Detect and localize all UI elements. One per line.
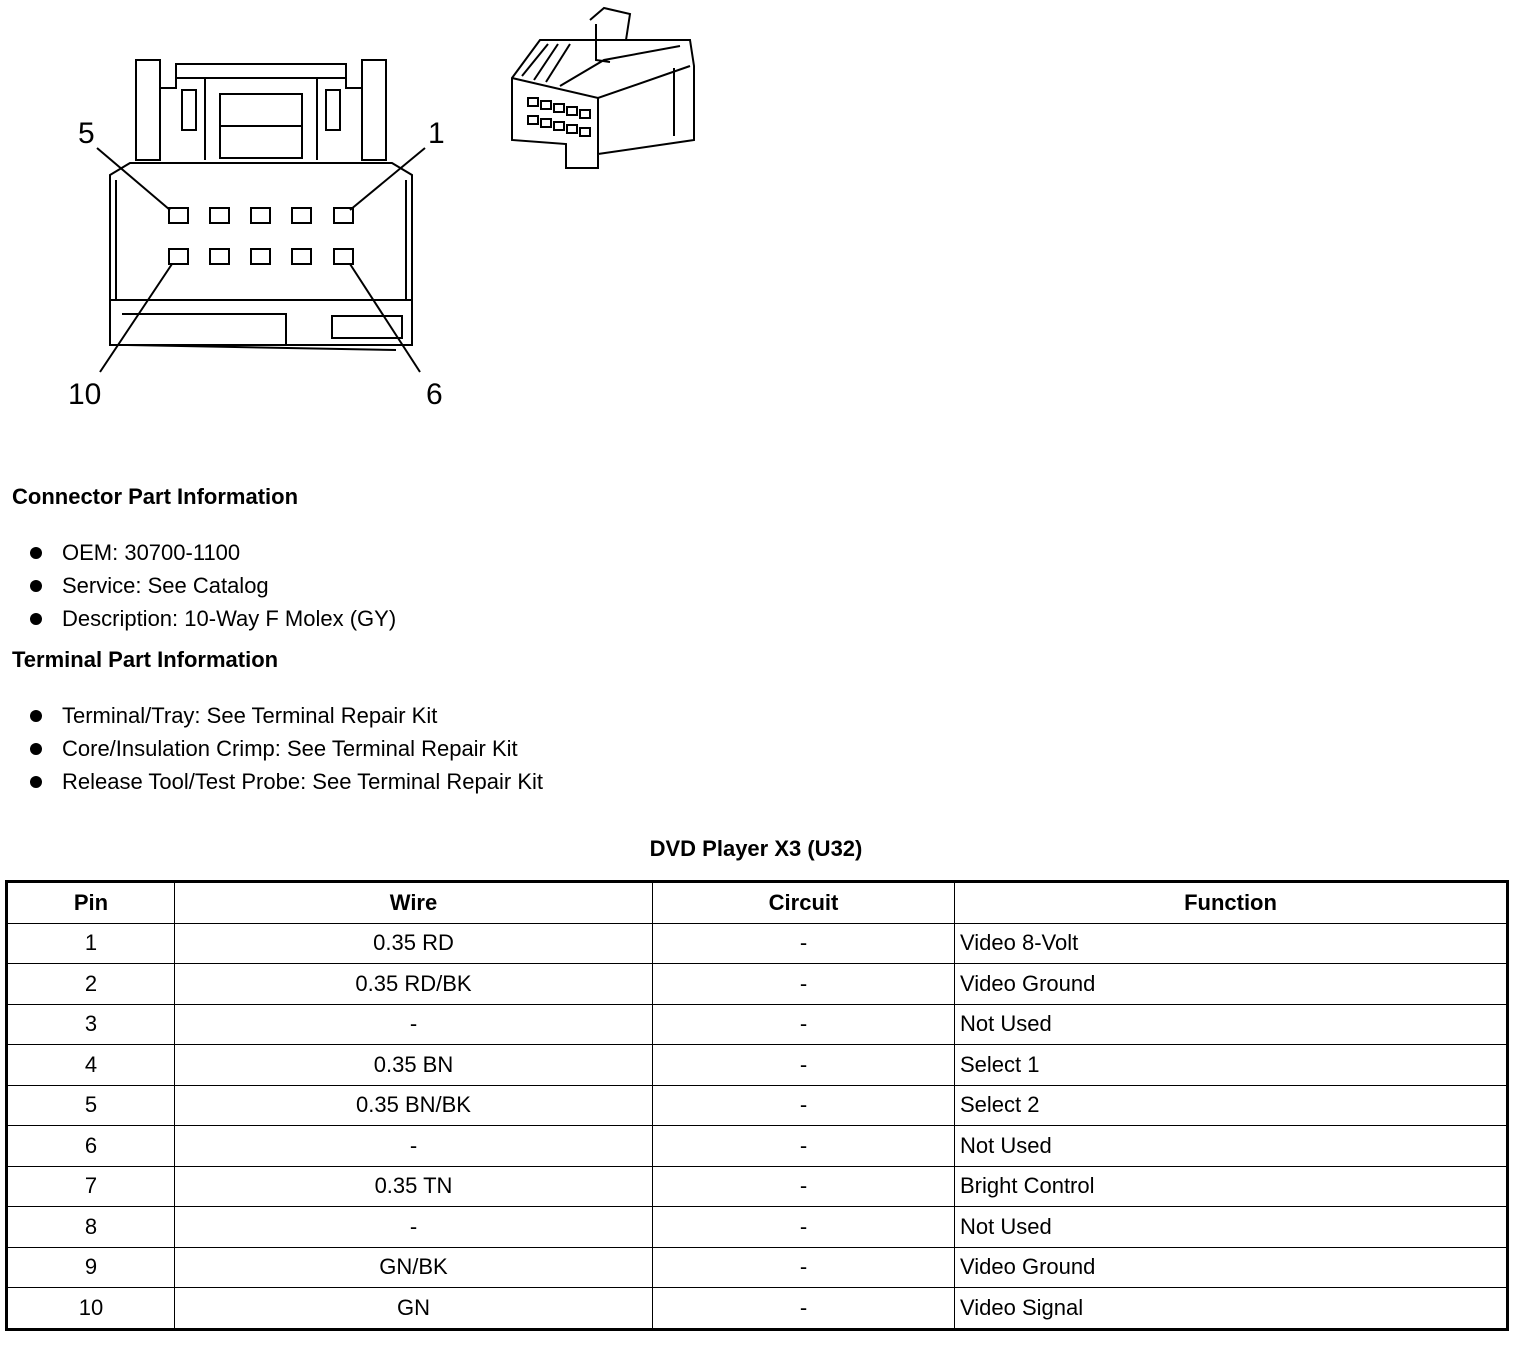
table-row	[7, 923, 1508, 964]
function-cell: Not Used	[955, 1207, 1508, 1248]
pin-cell: 7	[7, 1166, 175, 1207]
function-cell: Not Used	[955, 1126, 1508, 1167]
circuit-cell: -	[653, 1207, 955, 1248]
wire-cell: 0.35 RD	[175, 923, 653, 964]
function-cell: Video 8-Volt	[955, 923, 1508, 964]
circuit-cell: -	[653, 1247, 955, 1288]
pin-label-10: 10	[68, 378, 102, 411]
function-cell: Video Signal	[955, 1288, 1508, 1330]
wire-cell: 0.35 TN	[175, 1166, 653, 1207]
list-item: Core/Insulation Crimp: See Terminal Repair Kit	[28, 732, 543, 765]
terminal-info-heading: Terminal Part Information	[12, 647, 279, 672]
column-header-wire: Wire	[175, 882, 653, 924]
circuit-cell: -	[653, 1166, 955, 1207]
table-row	[7, 1045, 1508, 1086]
table-row	[7, 1207, 1508, 1248]
wire-cell: 0.35 RD/BK	[175, 964, 653, 1005]
connector-face-diagram	[0, 0, 700, 420]
pin-label-6: 6	[426, 378, 443, 411]
column-header-circuit: Circuit	[653, 882, 955, 924]
table-row	[7, 964, 1508, 1005]
wire-cell: -	[175, 1207, 653, 1248]
function-cell: Bright Control	[955, 1166, 1508, 1207]
pinout-table	[5, 880, 1509, 1331]
function-cell: Not Used	[955, 1004, 1508, 1045]
terminal-info-list	[28, 699, 543, 798]
pin-cell: 6	[7, 1126, 175, 1167]
function-cell: Select 2	[955, 1085, 1508, 1126]
table-row	[7, 1085, 1508, 1126]
table-row	[7, 1166, 1508, 1207]
pin-cell: 1	[7, 923, 175, 964]
circuit-cell: -	[653, 964, 955, 1005]
list-item: Service: See Catalog	[28, 569, 396, 602]
function-cell: Video Ground	[955, 1247, 1508, 1288]
column-header-pin: Pin	[7, 882, 175, 924]
list-item: Terminal/Tray: See Terminal Repair Kit	[28, 699, 543, 732]
list-item: Description: 10-Way F Molex (GY)	[28, 602, 396, 635]
pin-cell: 10	[7, 1288, 175, 1330]
wire-cell: -	[175, 1126, 653, 1167]
wire-cell: -	[175, 1004, 653, 1045]
connector-info-list	[28, 536, 396, 635]
function-cell: Select 1	[955, 1045, 1508, 1086]
table-title: DVD Player X3 (U32)	[649, 836, 863, 861]
list-item: Release Tool/Test Probe: See Terminal Repair Kit	[28, 765, 543, 798]
circuit-cell: -	[653, 923, 955, 964]
pin-cell: 8	[7, 1207, 175, 1248]
list-item: OEM: 30700-1100	[28, 536, 396, 569]
circuit-cell: -	[653, 1288, 955, 1330]
wire-cell: 0.35 BN/BK	[175, 1085, 653, 1126]
column-header-function: Function	[955, 882, 1508, 924]
connector-info-heading: Connector Part Information	[12, 484, 299, 509]
pin-cell: 9	[7, 1247, 175, 1288]
table-row	[7, 1126, 1508, 1167]
circuit-cell: -	[653, 1126, 955, 1167]
circuit-cell: -	[653, 1045, 955, 1086]
connector-isometric-view	[512, 8, 694, 168]
pin-cell: 2	[7, 964, 175, 1005]
pin-label-5: 5	[78, 117, 95, 150]
circuit-cell: -	[653, 1085, 955, 1126]
wire-cell: GN/BK	[175, 1247, 653, 1288]
table-header-row	[7, 882, 1508, 924]
pin-cell: 4	[7, 1045, 175, 1086]
pin-cell: 3	[7, 1004, 175, 1045]
table-row	[7, 1288, 1508, 1330]
wire-cell: 0.35 BN	[175, 1045, 653, 1086]
pin-cell: 5	[7, 1085, 175, 1126]
pin-label-1: 1	[428, 117, 445, 150]
table-row	[7, 1004, 1508, 1045]
circuit-cell: -	[653, 1004, 955, 1045]
table-row	[7, 1247, 1508, 1288]
function-cell: Video Ground	[955, 964, 1508, 1005]
wire-cell: GN	[175, 1288, 653, 1330]
